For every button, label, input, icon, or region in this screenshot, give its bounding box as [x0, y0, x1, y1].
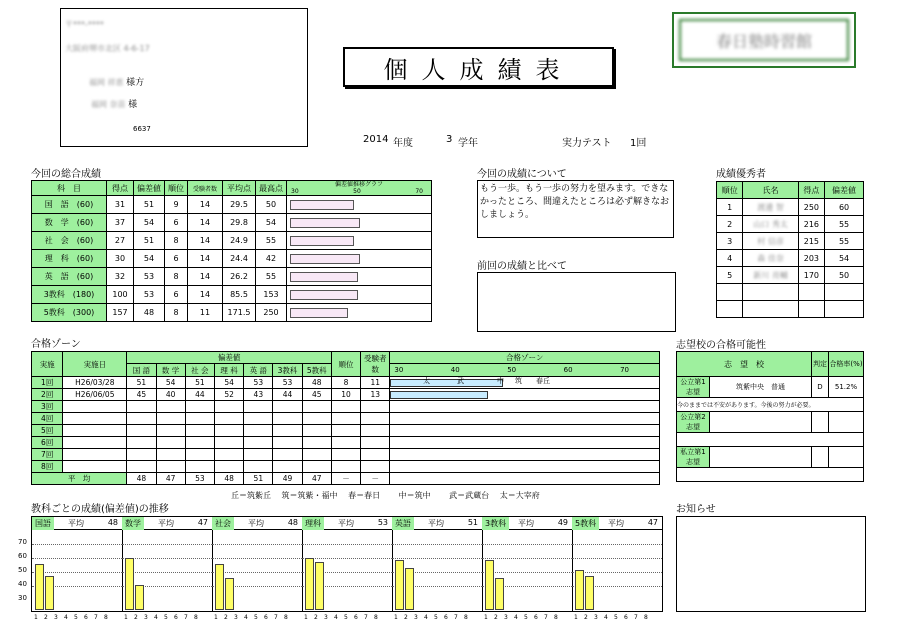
col-score: 得点: [107, 181, 134, 196]
col-max: 最高点: [256, 181, 287, 196]
x-tick: 5: [614, 614, 618, 621]
x-tick: 2: [44, 614, 48, 621]
trend-subject: 数学: [122, 517, 144, 530]
x-tick: 4: [604, 614, 608, 621]
x-tick: 1: [124, 614, 128, 621]
cell-dev: 48: [134, 304, 165, 322]
x-tick: 7: [94, 614, 98, 621]
overall-heading: 今回の総合成績: [31, 169, 101, 180]
trend-subject: 社会: [212, 517, 234, 530]
trend-avg: 48: [107, 518, 118, 527]
cell-dev: 53: [134, 268, 165, 286]
x-tick: 1: [214, 614, 218, 621]
zone-row: 5回: [32, 425, 660, 437]
x-tick: 1: [574, 614, 578, 621]
grade-unit: 学年: [458, 138, 478, 149]
cell-dev: 54: [134, 250, 165, 268]
x-tick: 3: [414, 614, 418, 621]
zone-row: 4回: [32, 413, 660, 425]
scale-70: 70: [415, 188, 423, 195]
cell-rank: 9: [165, 196, 188, 214]
school-marker: 太: [423, 377, 430, 385]
honor-table: 順位 氏名 得点 偏差値 1 渡邊 智 250 60 2 山口 秀太 216 55 3 村 信彦 215 55 4 森 佳奈 203 54 5 新川 亮輔 170 50: [716, 181, 864, 318]
x-tick: 6: [444, 614, 448, 621]
trend-bar: [395, 560, 404, 610]
x-tick: 2: [224, 614, 228, 621]
comment-box: もう一歩。もう一歩の努力を望みます。できなかったところ、間違えたところは必ず解きなおしましょう。: [477, 180, 674, 238]
cell-n: 14: [188, 268, 223, 286]
cell-avg: 171.5: [223, 304, 256, 322]
dev-graph-cell: [287, 214, 432, 232]
trend-avg: 51: [467, 518, 478, 527]
cell-max: 55: [256, 268, 287, 286]
honor-row: 2 山口 秀太 216 55: [717, 216, 864, 233]
cell-max: 42: [256, 250, 287, 268]
x-tick: 6: [84, 614, 88, 621]
x-tick: 3: [144, 614, 148, 621]
trend-bar: [585, 576, 594, 610]
zone-row: 7回: [32, 449, 660, 461]
zone-heading: 合格ゾーン: [31, 339, 81, 350]
target-note: [677, 433, 864, 447]
school-marker: 筑: [515, 377, 522, 385]
cell-score: 100: [107, 286, 134, 304]
test-name: 実力テスト: [562, 138, 612, 149]
dev-bar: [290, 218, 360, 228]
cell-max: 153: [256, 286, 287, 304]
x-tick: 5: [344, 614, 348, 621]
cell-score: 27: [107, 232, 134, 250]
trend-avg: 48: [287, 518, 298, 527]
x-tick: 8: [104, 614, 108, 621]
x-tick: 4: [334, 614, 338, 621]
x-tick: 7: [634, 614, 638, 621]
trend-avg: 53: [377, 518, 388, 527]
target-note: 今のままでは不安があります。今後の努力が必要。: [677, 398, 864, 412]
honor-heading: 成績優秀者: [716, 169, 766, 180]
cell-n: 14: [188, 196, 223, 214]
cell-score: 31: [107, 196, 134, 214]
address-line: 大阪府堺市北区 4-6-17: [65, 44, 150, 53]
trend-bar: [315, 562, 324, 610]
trend-chart: [31, 516, 663, 612]
cell-n: 14: [188, 250, 223, 268]
zone-row: 8回: [32, 461, 660, 473]
cell-max: 54: [256, 214, 287, 232]
overall-table: [31, 180, 432, 322]
x-tick: 7: [364, 614, 368, 621]
trend-panel: 数学 平均 47: [122, 517, 213, 611]
cell-n: 11: [188, 304, 223, 322]
cell-rank: 6: [165, 286, 188, 304]
x-tick: 4: [154, 614, 158, 621]
cell-max: 250: [256, 304, 287, 322]
x-tick: 3: [504, 614, 508, 621]
cell-max: 50: [256, 196, 287, 214]
cell-score: 30: [107, 250, 134, 268]
dev-bar: [290, 254, 360, 264]
overall-row: [32, 232, 432, 250]
cell-rank: 8: [165, 304, 188, 322]
cell-avg: 29.8: [223, 214, 256, 232]
honor-row: 4 森 佳奈 203 54: [717, 250, 864, 267]
dev-bar: [290, 200, 354, 210]
dev-bar: [290, 290, 358, 300]
school-marker: 春丘: [536, 377, 550, 385]
subject-label: 国 語 (60): [32, 196, 107, 214]
cell-avg: 24.9: [223, 232, 256, 250]
x-tick: 3: [324, 614, 328, 621]
guardian-name: 福岡 祥恵: [89, 78, 124, 87]
cell-max: 55: [256, 232, 287, 250]
x-tick: 5: [524, 614, 528, 621]
x-tick: 3: [54, 614, 58, 621]
col-graph: 偏差値推移グラフ 30 50 70: [287, 181, 432, 196]
overall-row: [32, 196, 432, 214]
zone-table: 実施 実施日 偏差値 順位 受験者数 合格ゾーン 国 語 数 学 社 会 理 科 英 語 3教科 5教科 30 40 50 60 70 1回 H26/03/28 51 54 51 54 53 53 48 8 11 2回 H26/06/05 45 40 44 52 43 44 45 10 13 3回 4回 5回 6回 7回 8回 平 均 48 47 53 48 51 49 47 － －: [31, 351, 660, 485]
trend-subject: 3教科: [482, 517, 509, 530]
target-heading: 志望校の合格可能性: [676, 340, 766, 351]
x-tick: 1: [34, 614, 38, 621]
y-tick: 60: [18, 552, 27, 560]
trend-bar: [215, 564, 224, 610]
overall-row: [32, 214, 432, 232]
y-tick: 30: [18, 594, 27, 602]
compare-heading: 前回の成績と比べて: [477, 261, 567, 272]
x-tick: 4: [514, 614, 518, 621]
dev-graph-cell: [287, 232, 432, 250]
subject-label: 英 語 (60): [32, 268, 107, 286]
dev-bar: [290, 308, 348, 318]
zone-scale: 30 40 50 60 70: [390, 364, 660, 377]
col-dev: 偏差値: [134, 181, 165, 196]
x-tick: 5: [164, 614, 168, 621]
honor-row: 5 新川 亮輔 170 50: [717, 267, 864, 284]
student-suffix: 様: [128, 100, 138, 110]
x-tick: 8: [464, 614, 468, 621]
trend-bar: [225, 578, 234, 610]
trend-panel: 5教科 平均 47: [572, 517, 662, 611]
grade: 3: [446, 134, 453, 145]
trend-bar: [485, 560, 494, 610]
trend-panel: 英語 平均 51: [392, 517, 483, 611]
overall-row: [32, 250, 432, 268]
target-note: [677, 468, 864, 482]
address-box: [60, 8, 308, 147]
x-tick: 8: [644, 614, 648, 621]
zone-head: 合格ゾーン: [390, 352, 660, 364]
school-marker: 武: [457, 377, 464, 385]
trend-panel: 国語 平均 48: [32, 517, 123, 611]
target-row: 公立第2志望: [677, 412, 864, 433]
honor-row: 3 村 信彦 215 55: [717, 233, 864, 250]
col-n: 受験者数: [188, 181, 223, 196]
x-tick: 2: [494, 614, 498, 621]
student-name: 福岡 奈苗: [91, 100, 126, 109]
year-unit: 年度: [393, 138, 413, 149]
dev-bar: [290, 272, 358, 282]
subject-label: 数 学 (60): [32, 214, 107, 232]
target-row: 私立第1志望: [677, 447, 864, 468]
target-row: 公立第1志望 筑紫中央 普通 D 51.2%: [677, 377, 864, 398]
x-tick: 6: [534, 614, 538, 621]
zone-row: 6回: [32, 437, 660, 449]
trend-panel: 理科 平均 53: [302, 517, 393, 611]
cell-score: 32: [107, 268, 134, 286]
x-tick: 2: [134, 614, 138, 621]
notice-box: [676, 516, 866, 612]
trend-bar: [45, 576, 54, 610]
x-tick: 8: [554, 614, 558, 621]
cell-rank: 8: [165, 232, 188, 250]
x-tick: 3: [234, 614, 238, 621]
x-tick: 4: [424, 614, 428, 621]
zone-row: 2回 H26/06/05 45 40 44 52 43 44 45 10 13: [32, 389, 660, 401]
dev-graph-cell: [287, 196, 432, 214]
trend-bar: [35, 564, 44, 610]
x-tick: 1: [304, 614, 308, 621]
cell-avg: 24.4: [223, 250, 256, 268]
cell-avg: 85.5: [223, 286, 256, 304]
y-tick: 50: [18, 566, 27, 574]
zone-legend: 丘＝筑紫丘 筑＝筑紫・福中 春＝春日 中＝筑中 武＝武蔵台 太＝大宰府: [231, 491, 540, 500]
x-tick: 5: [254, 614, 258, 621]
x-tick: 4: [244, 614, 248, 621]
x-tick: 6: [624, 614, 628, 621]
school-marker: 中: [497, 377, 504, 385]
cell-dev: 51: [134, 232, 165, 250]
x-tick: 5: [434, 614, 438, 621]
cell-rank: 8: [165, 268, 188, 286]
col-avg: 平均点: [223, 181, 256, 196]
trend-panel: 社会 平均 48: [212, 517, 303, 611]
x-tick: 2: [584, 614, 588, 621]
col-rank: 順位: [165, 181, 188, 196]
cell-dev: 53: [134, 286, 165, 304]
trend-subject: 国語: [32, 517, 54, 530]
comment-heading: 今回の成績について: [477, 169, 567, 180]
zone-bar: [390, 391, 488, 399]
x-tick: 1: [484, 614, 488, 621]
subject-label: 社 会 (60): [32, 232, 107, 250]
subject-label: 理 科 (60): [32, 250, 107, 268]
cell-score: 157: [107, 304, 134, 322]
x-tick: 5: [74, 614, 78, 621]
trend-bar: [495, 578, 504, 610]
cell-n: 14: [188, 214, 223, 232]
honor-row: 1 渡邊 智 250 60: [717, 199, 864, 216]
x-tick: 7: [184, 614, 188, 621]
x-tick: 2: [404, 614, 408, 621]
overall-row: [32, 286, 432, 304]
trend-subject: 理科: [302, 517, 324, 530]
scale-50: 50: [353, 188, 361, 195]
trend-subject: 5教科: [572, 517, 599, 530]
trend-avg: 47: [647, 518, 658, 527]
overall-row: [32, 304, 432, 322]
x-tick: 6: [174, 614, 178, 621]
dev-graph-cell: [287, 268, 432, 286]
dev-graph-cell: [287, 250, 432, 268]
cell-avg: 26.2: [223, 268, 256, 286]
dev-graph-cell: [287, 304, 432, 322]
x-tick: 1: [394, 614, 398, 621]
x-tick: 8: [194, 614, 198, 621]
scale-30: 30: [291, 188, 299, 195]
trend-bar: [305, 558, 314, 610]
x-tick: 7: [454, 614, 458, 621]
cell-dev: 51: [134, 196, 165, 214]
guardian-suffix: 様方: [126, 78, 145, 88]
dev-bar: [290, 236, 354, 246]
subject-label: 3教科 (180): [32, 286, 107, 304]
x-tick: 6: [264, 614, 268, 621]
x-tick: 4: [64, 614, 68, 621]
target-table: 志 望 校 判定 合格率(%) 公立第1志望 筑紫中央 普通 D 51.2% 今のままでは不安があります。今後の努力が必要。 公立第2志望 私立第1志望: [676, 351, 864, 482]
trend-bar: [575, 570, 584, 610]
trend-bar: [135, 585, 144, 610]
col-subject: 科 目: [32, 181, 107, 196]
zone-row: 1回 H26/03/28 51 54 51 54 53 53 48 8 11: [32, 377, 660, 389]
student-code: 6637: [133, 125, 151, 133]
trend-avg: 47: [197, 518, 208, 527]
notice-heading: お知らせ: [676, 504, 716, 515]
school-name: 春日塾時習館: [679, 19, 849, 61]
cell-dev: 54: [134, 214, 165, 232]
y-tick: 40: [18, 580, 27, 588]
x-tick: 3: [594, 614, 598, 621]
trend-subject: 英語: [392, 517, 414, 530]
zip: 〒***-****: [65, 20, 104, 29]
compare-box: [477, 272, 676, 332]
school-stamp: [672, 12, 856, 68]
trend-panel: 3教科 平均 49: [482, 517, 573, 611]
trend-bar: [405, 568, 414, 610]
cell-score: 37: [107, 214, 134, 232]
zone-row: 3回: [32, 401, 660, 413]
cell-rank: 6: [165, 214, 188, 232]
test-round: 1回: [630, 138, 647, 149]
cell-n: 14: [188, 232, 223, 250]
trend-avg: 49: [557, 518, 568, 527]
subject-label: 5教科 (300): [32, 304, 107, 322]
year: 2014: [363, 134, 389, 145]
cell-avg: 29.5: [223, 196, 256, 214]
dev-graph-cell: [287, 286, 432, 304]
trend-heading: 教科ごとの成績(偏差値)の推移: [31, 504, 169, 515]
page-title: 個人成績表: [343, 47, 614, 87]
x-tick: 2: [314, 614, 318, 621]
x-tick: 7: [544, 614, 548, 621]
x-tick: 8: [284, 614, 288, 621]
overall-row: [32, 268, 432, 286]
x-tick: 7: [274, 614, 278, 621]
cell-n: 14: [188, 286, 223, 304]
x-tick: 8: [374, 614, 378, 621]
cell-rank: 6: [165, 250, 188, 268]
x-tick: 6: [354, 614, 358, 621]
zone-bar: [390, 379, 502, 387]
trend-bar: [125, 558, 134, 610]
zone-avg-row: 平 均 48 47 53 48 51 49 47 － －: [32, 473, 660, 485]
y-tick: 70: [18, 538, 27, 546]
